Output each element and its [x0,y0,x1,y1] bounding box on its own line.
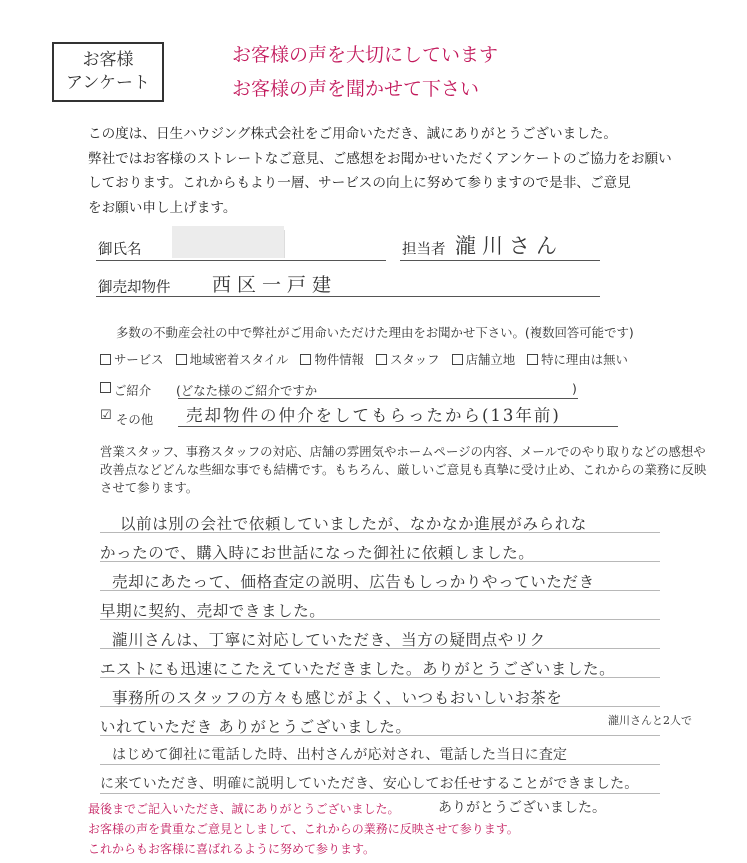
staff-value: 瀧川さん [455,234,563,258]
intro-line: 弊社ではお客様のストレートなご意見、ご感想をお聞かせいただくアンケートのご協力をお願い [88,150,672,167]
checkbox-icon [452,354,463,365]
footer-line2: お客様の声を貴重なご意見としまして、これからの業務に反映させて参ります。 [88,822,519,836]
comment-prompt [100,443,706,497]
comment-line: 早期に契約、売却できました。 [100,602,326,620]
option-listing[interactable]: 物件情報 [300,350,364,368]
intro-line: この度は、日生ハウジング株式会社をご用命いただき、誠にありがとうございました。 [88,126,617,142]
other-underline [178,426,618,427]
property-label: 御売却物件 [98,280,171,296]
survey-badge [52,42,164,102]
badge-line2: アンケート [66,73,150,93]
comment-line: 以前は別の会社で依頼していましたが、なかなか進展がみられな [120,515,587,533]
property-value: 西区一戸建 [212,274,338,296]
prompt-line: 改善点などどんな些細な事でも結構です。もちろん、厳しいご意見も真摯に受け止め、これからの業務に反映 [100,462,707,477]
redacted-divider [284,230,285,258]
note-above: 瀧川さんと2人で [608,714,692,727]
option-staff[interactable]: スタッフ [376,350,440,368]
checkbox-icon [100,354,111,365]
comment-line: 瀧川さんは、丁寧に対応していただき、当方の疑問点やリク [112,631,546,649]
option-service[interactable]: サービス [100,350,164,368]
option-local[interactable]: 地域密着スタイル [176,350,289,368]
reason-question: 多数の不動産会社の中で弊社がご用命いただけた理由をお聞かせ下さい。(複数回答可能です) [116,325,634,340]
ruled-line [100,793,660,794]
comment-line: に来ていただき、明確に説明していただき、安心してお任せすることができました。 [100,776,639,792]
headline-1: お客様の声を大切にしています [232,44,499,66]
intro-paragraph [88,122,688,220]
comment-line: いれていただき ありがとうございました。 [100,718,412,736]
option-location[interactable]: 店舗立地 [452,350,516,368]
name-underline [96,260,386,261]
comment-line: はじめて御社に電話した時、出村さんが応対され、電話した当日に査定 [112,747,568,763]
option-no-reason[interactable]: 特に理由は無い [527,350,628,368]
staff-label: 担当者 [402,242,446,258]
checkbox-icon [176,354,187,365]
comment-line: 売却にあたって、価格査定の説明、広告もしっかりやっていただき [112,573,595,591]
other-check-icon[interactable]: ☑ [100,408,112,423]
sign-off: ありがとうございました。 [438,800,606,816]
badge-line1: お客様 [82,50,134,70]
staff-underline [400,260,600,261]
ruled-line [100,764,660,765]
footer-line1: 最後までご記入いただき、誠にありがとうございました。 [88,802,400,816]
intro-line: をお願い申し上げます。 [88,199,237,216]
intro-line: しております。これからもより一層、サービスの向上に努めて参りますので是非、ご意見 [88,175,631,191]
other-label: その他 [116,412,154,427]
other-value: 売却物件の仲介をしてもらったから(13年前) [186,406,561,425]
checkbox-icon [527,354,538,365]
name-label: 御氏名 [98,242,142,258]
checkbox-icon [376,354,387,365]
checkbox-icon [300,354,311,365]
checkbox-icon [100,382,111,393]
option-referral[interactable]: ご紹介 [100,381,151,399]
property-underline [96,296,600,297]
headline-2: お客様の声を聞かせて下さい [232,78,480,100]
reason-options [100,350,628,368]
referral-close: ) [572,381,577,396]
comment-line: かったので、購入時にお世話になった御社に依頼しました。 [100,544,535,562]
redacted-name [172,226,284,258]
comment-line: エストにも迅速にこたえていただきました。ありがとうございました。 [100,660,616,678]
referral-underline [178,398,578,399]
prompt-line: させて参ります。 [100,480,199,495]
footer-line3: これからもお客様に喜ばれるように努めて参ります。 [88,842,376,856]
comment-line: 事務所のスタッフの方々も感じがよく、いつもおいしいお茶を [112,689,563,707]
referral-hint: (どなた様のご紹介ですか [176,383,318,398]
prompt-line: 営業スタッフ、事務スタッフの対応、店舗の雰囲気やホームページの内容、メールでのやり取りなどの感想や [100,444,706,459]
